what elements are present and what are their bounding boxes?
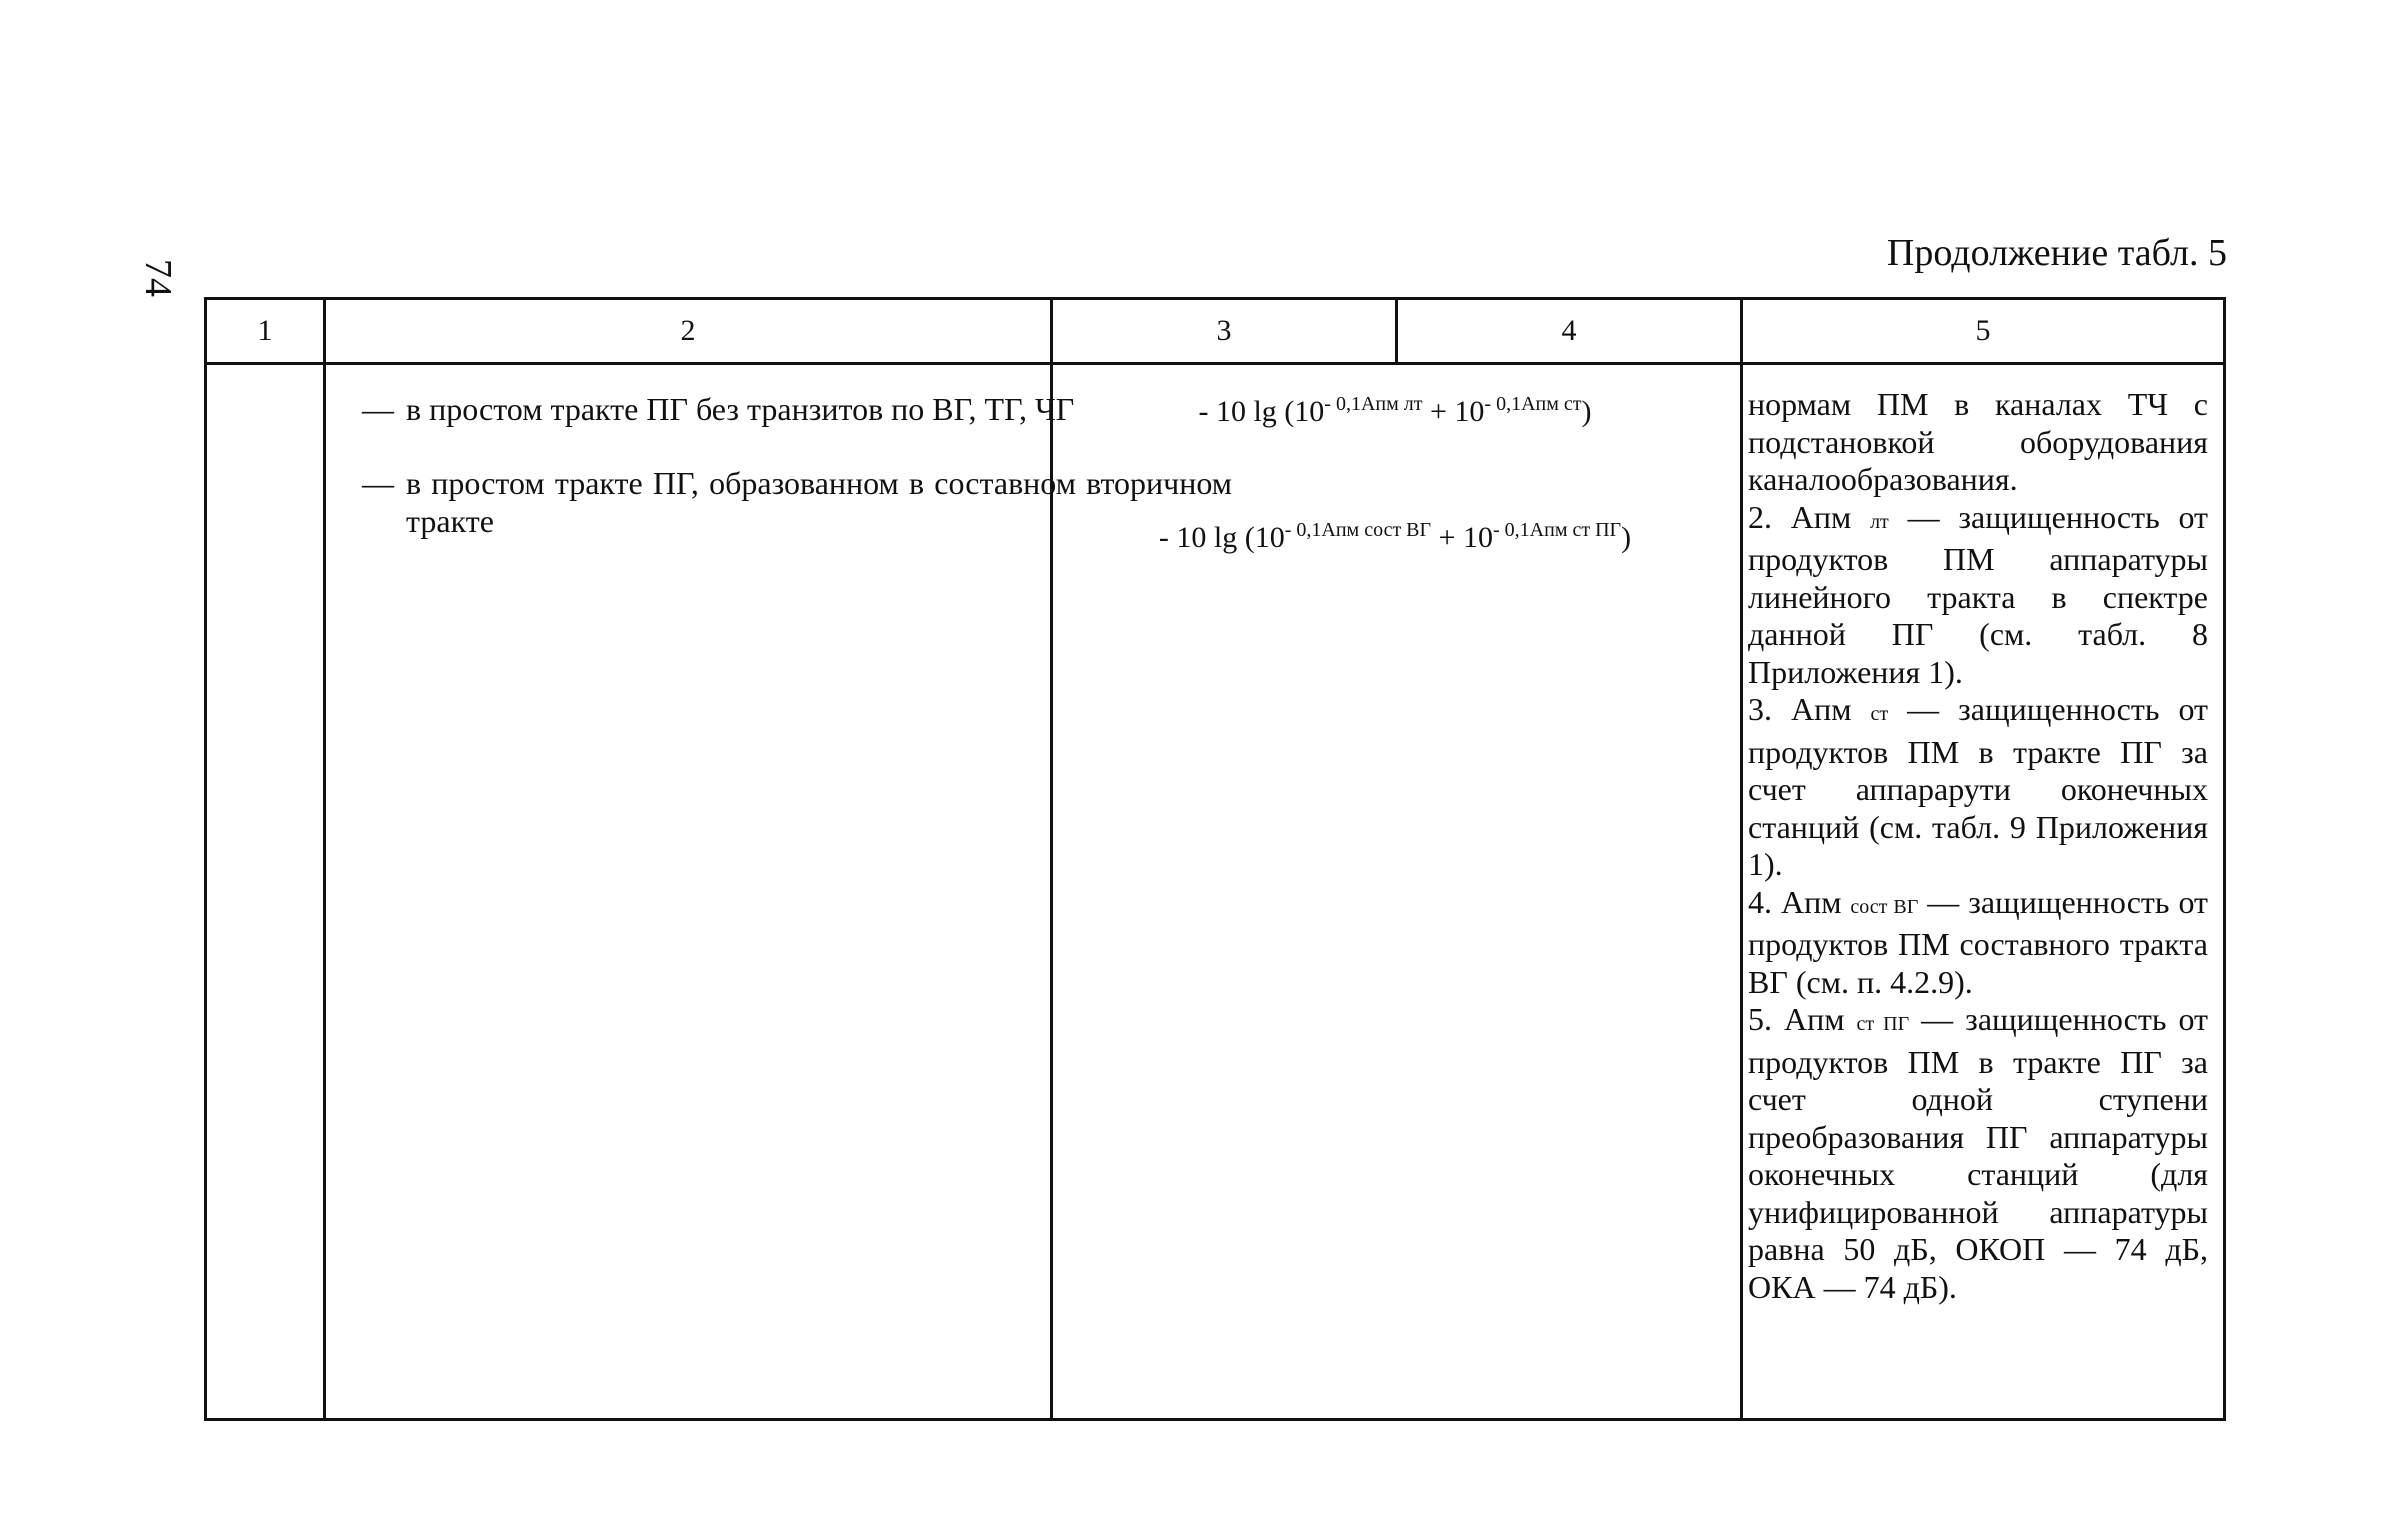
- note-5: 5. Апм ст ПГ — защищенность от продуктов ПМ в тракте ПГ за счет одной ступени преобразования ПГ аппаратуры оконечных станций (для унифицированной аппаратуры равна 50 дБ, ОКОП — 74 дБ, ОКА — 74 дБ).: [1748, 1001, 2209, 1305]
- formula-simple-path: - 10 $\lg (10^{- 0,1Апм лт} + 10^{- 0,1Апм ст})$: [1198, 393, 1592, 428]
- table-continuation-caption: Продолжение табл. 5: [1886, 232, 2227, 274]
- header-cell-4: 4: [1561, 314, 1577, 347]
- column-divider-1-2: [323, 300, 326, 1418]
- note-paragraph: нормам ПМ в каналах ТЧ с подстановкой оборудования каналообразования.: [1748, 386, 2208, 497]
- note-2: 2. Апм лт — защищенность от продуктов ПМ аппаратуры линейного тракта в спектре данной ПГ (см. табл. 8 Приложения 1).: [1748, 498, 2209, 690]
- list-item-text: в простом тракте ПГ без транзитов по ВГ, ТГ, ЧГ: [406, 391, 1075, 427]
- header-cell-2: 2: [680, 314, 696, 347]
- formula-exponent: - 0,1Апм сост ВГ: [1284, 519, 1432, 541]
- header-cell-3: 3: [1216, 314, 1232, 347]
- header-cell-5: 5: [1975, 314, 1991, 347]
- note-4: 4. Апм сост ВГ — защищенность от продуктов ПМ составного тракта ВГ (см. п. 4.2.9).: [1748, 883, 2209, 1000]
- column-5-notes: [1748, 386, 2208, 1306]
- page-number: 74: [137, 259, 179, 297]
- note-3: 3. Апм ст — защищенность от продуктов ПМ в тракте ПГ за счет аппарарути оконечных станций (см. табл. 9 Приложения 1).: [1748, 691, 2209, 882]
- dash-bullet: —: [362, 391, 394, 427]
- data-table: [204, 297, 2226, 1421]
- formula-exponent: - 0,1Апм ст: [1484, 393, 1582, 415]
- header-divider: [207, 362, 2223, 365]
- formula-exponent: - 0,1Апм лт: [1324, 393, 1423, 415]
- dash-bullet: —: [362, 465, 394, 501]
- formula-composite-path: - 10 $\lg (10^{- 0,1Апм сост ВГ} + 10^{- 0,1Апм ст ПГ})$: [1158, 519, 1632, 554]
- header-cell-1: 1: [257, 314, 273, 347]
- list-item-text: в простом тракте ПГ, образованном в составном вторичном тракте: [406, 465, 1232, 539]
- formula-exponent: - 0,1Апм ст ПГ: [1493, 519, 1622, 541]
- column-divider-4-5: [1740, 300, 1743, 1418]
